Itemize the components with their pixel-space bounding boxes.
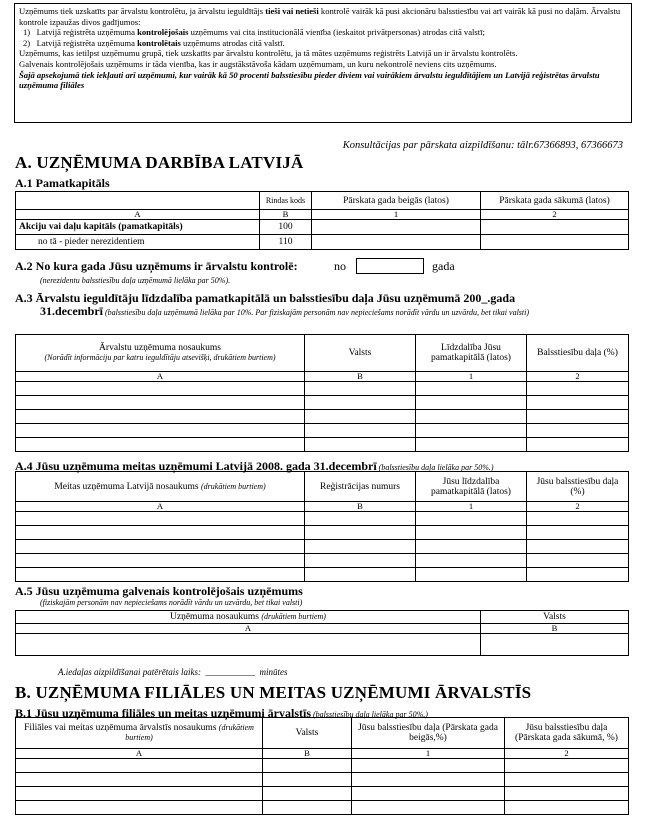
a4-header-name: Meitas uzņēmuma Latvijā nosaukums (drukātiem burtiem) (16, 472, 305, 502)
b1-note: (balsstiesību daļa lielāka par 50%.) (311, 710, 428, 719)
a-time-input[interactable]: ___________ (205, 667, 255, 677)
a3-header-name: Ārvalstu uzņēmuma nosaukums (Norādīt informāciju par katru ieguldītāju atsevišķi, drukātiem burtiem) (16, 335, 305, 372)
intro-paragraph-1: Uzņēmums tiek uzskatīts par ārvalstu kontrolētu, ja ārvalstu ieguldītājs tieši vai netieši kontrolē vairāk kā pusi akcionāru balsstiesību vai arī vairāk kā pusi no daļām. Ārvalstu kontrole izpaužas divos gadījumos: (19, 6, 621, 27)
b1-header-start: Jūsu balsstiesību daļa (Pārskata gada sākumā, %) (505, 718, 629, 749)
a3-label-1: 1 (416, 372, 527, 382)
a5-note: (fiziskajām personām nav nepieciešams norādīt vārdu un uzvārdu, bet tikai valsti) (40, 598, 303, 607)
section-b-title: B. UZŅĒMUMA FILIĀLES UN MEITAS UZŅĒMUMI ĀRVALSTĪS (15, 683, 532, 702)
consultations-phone: Konsultācijas par pārskata aizpildīšanu: tālr.67366893, 67366673 (342, 140, 623, 151)
b1-label-1: 1 (352, 749, 505, 759)
a1-table (15, 191, 629, 250)
a4-title: A.4 Jūsu uzņēmuma meitas uzņēmumi Latvijā 2008. gada 31.decembrī (15, 459, 377, 473)
b1-table (15, 717, 629, 815)
a3-entry-row[interactable] (16, 396, 629, 410)
a4-header-regnum: Reģistrācijas numurs (305, 472, 416, 502)
a2-year-input[interactable] (356, 258, 424, 274)
a1-label-2: 2 (481, 210, 629, 220)
a1-title: A.1 Pamatkapitāls (15, 176, 110, 190)
a1-header-name (16, 192, 260, 210)
a3-header-country: Valsts (305, 335, 416, 372)
a5-title: A.5 Jūsu uzņēmuma galvenais kontrolējošais uzņēmums (15, 584, 303, 598)
a4-entry-row[interactable] (16, 540, 629, 554)
a5-label-a: A (16, 624, 481, 634)
a1-row-nonresident-code: 110 (260, 235, 312, 250)
intro-paragraph-2: Uzņēmums, kas ietilpst uzņēmumu grupā, tiek uzskatīts par ārvalstu kontrolētu, ja tā mātes uzņēmums reģistrēts Latvijā un ir ārvalstu kontrolēts. (19, 48, 518, 59)
a5-header-name: Uzņēmuma nosaukums (drukātiem burtiem) (16, 611, 481, 624)
a4-note: (balsstiesību daļa lielāka par 50%.) (376, 463, 494, 472)
b1-header-end: Jūsu balsstiesību daļa (Pārskata gada beigās,%) (352, 718, 505, 749)
a3-title: A.3 Ārvalstu ieguldītāju līdzdalība pamatkapitālā un balsstiesību daļa Jūsu uzņēmumā 200_.gada (15, 291, 516, 305)
a1-row-capital-end-input[interactable] (312, 220, 481, 235)
a1-label-a: A (16, 210, 260, 220)
a5-table (15, 610, 629, 656)
intro-paragraph-3: Galvenais kontrolējošais uzņēmums ir tāda vienība, kas ir augstākstāvoša kādam uzņēmumam, un kuru nekontrolē neviens cits uzņēmums. (19, 58, 497, 69)
a2-title: A.2 No kura gada Jūsu uzņēmums ir ārvalstu kontrolē: (15, 259, 298, 273)
a3-note: (balsstiesību daļa uzņēmumā lielāka par 10%. Par fiziskajām personām nav nepieciešams norādīt vārdu un uzvārdu, bet tikai valsti) (102, 308, 530, 317)
a2-from: no (334, 259, 346, 273)
a1-row-nonresident-end-input[interactable] (312, 235, 481, 250)
a5-label-b: B (481, 624, 629, 634)
a3-label-2: 2 (527, 372, 629, 382)
a3-subtitle (40, 305, 630, 318)
a3-entry-row[interactable] (16, 410, 629, 424)
a4-entry-row[interactable] (16, 554, 629, 568)
b1-entry-row[interactable] (16, 773, 629, 787)
b1-entry-row[interactable] (16, 759, 629, 773)
a1-row-nonresident-start-input[interactable] (481, 235, 629, 250)
a1-label-b: B (260, 210, 312, 220)
intro-box (14, 3, 632, 123)
b1-label-2: 2 (505, 749, 629, 759)
a1-header-code: Rindas kods (260, 192, 312, 210)
a3-header-participation: Līdzdalība Jūsu pamatkapitālā (latos) (416, 335, 527, 372)
a5-entry-row[interactable] (16, 634, 629, 656)
a4-entry-row[interactable] (16, 512, 629, 526)
section-a-title: A. UZŅĒMUMA DARBĪBA LATVIJĀ (15, 153, 304, 172)
a1-row-capital-code: 100 (260, 220, 312, 235)
b1-title: B.1 Jūsu uzņēmuma filiāles un meitas uzņēmumi ārvalstīs (15, 706, 312, 720)
a2-year-suffix: gada (432, 259, 455, 273)
a1-header-start: Pārskata gada sākumā (latos) (481, 192, 629, 210)
b1-label-a: A (16, 749, 263, 759)
a4-label-1: 1 (416, 502, 527, 512)
a1-row-nonresident-name: no tā - pieder nerezidentiem (16, 235, 260, 250)
b1-entry-row[interactable] (16, 787, 629, 801)
a4-entry-row[interactable] (16, 526, 629, 540)
a4-header-participation: Jūsu līdzdalība pamatkapitālā (latos) (416, 472, 527, 502)
a4-label-b: B (305, 502, 416, 512)
a1-row-nonresident (16, 235, 629, 250)
a4-entry-row[interactable] (16, 568, 629, 582)
a1-row-capital-name: Akciju vai daļu kapitāls (pamatkapitāls) (16, 220, 260, 235)
a3-entry-row[interactable] (16, 438, 629, 452)
b1-header-name: Filiāles vai meitas uzņēmuma ārvalstīs nosaukums (drukātiem burtiem) (16, 718, 263, 749)
b1-entry-row[interactable] (16, 801, 629, 815)
a3-label-b: B (305, 372, 416, 382)
a3-label-a: A (16, 372, 305, 382)
a5-header-country: Valsts (481, 611, 629, 624)
a4-header-voting: Jūsu balsstiesību daļa (%) (527, 472, 629, 502)
a3-title-date: 31.decembrī (40, 304, 103, 318)
intro-item-1: 1) Latvijā reģistrēta uzņēmuma kontrolējošais uzņēmums vai cita institucionālā vienība (ieskaitot privātpersonas) atrodas citā valstī; (23, 27, 485, 38)
a2-note: (nerezidentu balsstiesību daļa uzņēmumā lielāka par 50%). (40, 276, 231, 285)
b1-header-country: Valsts (263, 718, 352, 749)
b1-label-b: B (263, 749, 352, 759)
intro-paragraph-4: Šajā apsekojumā tiek iekļauti arī uzņēmumi, kur vairāk kā 50 procenti balsstiesību pieder diviem vai vairākiem ārvalstu ieguldītājiem un Latvijā reģistrētas ārvalstu uzņēmuma filiāles (19, 69, 600, 91)
a4-label-a: A (16, 502, 305, 512)
a4-table (15, 471, 629, 582)
a1-row-capital-start-input[interactable] (481, 220, 629, 235)
intro-item-2: 2) Latvijā reģistrēta uzņēmuma kontrolētais uzņēmums atrodas citā valstī. (23, 37, 285, 48)
a1-label-1: 1 (312, 210, 481, 220)
a3-entry-row[interactable] (16, 382, 629, 396)
a1-header-end: Pārskata gada beigās (latos) (312, 192, 481, 210)
a4-label-2: 2 (527, 502, 629, 512)
a1-row-capital (16, 220, 629, 235)
a3-entry-row[interactable] (16, 424, 629, 438)
a-time-spent: A.iedaļas aizpildīšanai patērētais laiks: ___________ minūtes (58, 667, 288, 677)
a3-table (15, 334, 629, 452)
a3-header-voting: Balsstiesību daļa (%) (527, 335, 629, 372)
